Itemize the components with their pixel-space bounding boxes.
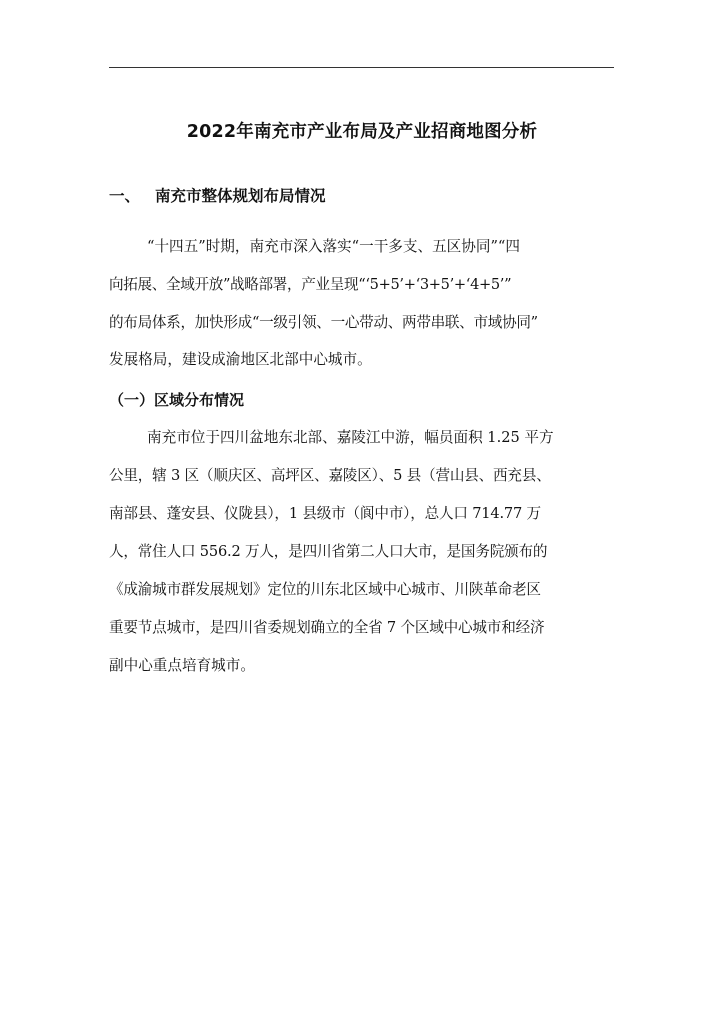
section-number: 一、 bbox=[109, 187, 141, 205]
subsection-heading: （一）区域分布情况 bbox=[109, 391, 245, 409]
paragraph-line: 公里，辖 3 区（顺庆区、高坪区、嘉陵区）、5 县（营山县、西充县、 bbox=[109, 467, 551, 484]
paragraph-line: 人，常住人口 556.2 万人，是四川省第二人口大市，是国务院颁布的 bbox=[109, 543, 548, 560]
paragraph-line: 《成渝城市群发展规划》定位的川东北区域中心城市、川陕革命老区 bbox=[109, 581, 541, 598]
paragraph-line: “十四五”时期，南充市深入落实“一干多支、五区协同”“四 bbox=[147, 238, 520, 255]
document-title: 2022年南充市产业布局及产业招商地图分析 bbox=[186, 122, 538, 142]
paragraph-line: 副中心重点培育城市。 bbox=[109, 657, 255, 674]
paragraph-line: 发展格局，建设成渝地区北部中心城市。 bbox=[109, 351, 372, 368]
paragraph-line: 的布局体系，加快形成“一级引领、一心带动、两带串联、市域协同” bbox=[109, 314, 538, 331]
paragraph-line: 南部县、蓬安县、仪陇县），1 县级市（阆中市），总人口 714.77 万 bbox=[109, 505, 541, 522]
paragraph-line: 南充市位于四川盆地东北部、嘉陵江中游，幅员面积 1.25 平方 bbox=[147, 429, 554, 446]
paragraph-line: 向拓展、全域开放”战略部署，产业呈现“‘5+5’+‘3+5’+‘4+5’” bbox=[109, 276, 512, 293]
header-rule bbox=[109, 67, 614, 68]
paragraph-line: 重要节点城市，是四川省委规划确立的全省 7 个区域中心城市和经济 bbox=[109, 619, 545, 636]
section-heading-text: 南充市整体规划布局情况 bbox=[155, 187, 326, 205]
section-heading bbox=[109, 184, 326, 206]
